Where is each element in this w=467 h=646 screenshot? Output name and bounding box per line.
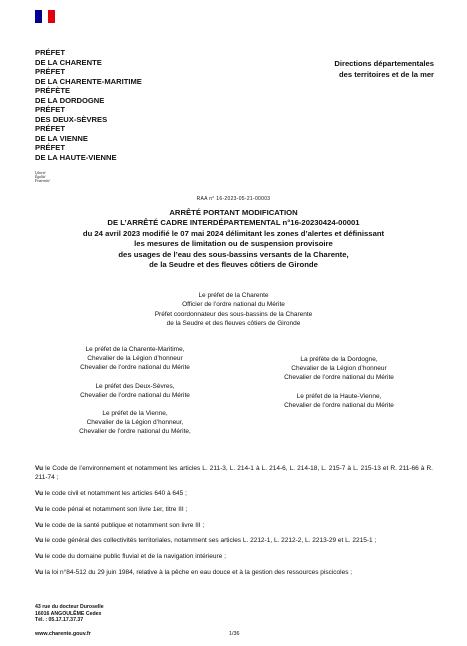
coordinator-line: Préfet coordonnateur des sous-bassins de la Charente [154, 310, 313, 318]
footer-address [35, 604, 104, 624]
directions-line: Directions départementales [334, 59, 434, 68]
coordinator-line: de la Seudre et des fleuves côtiers de Gironde [166, 320, 301, 328]
right-prefects-column [244, 355, 434, 419]
vu-keyword: Vu [35, 537, 44, 545]
vu-keyword: Vu [35, 490, 44, 497]
signatory-line: Chevalier de la Légion d’honneur [291, 365, 387, 373]
prefet-line: DE LA CHARENTE [35, 57, 102, 67]
address-line: Tél. : 05.17.17.37.37 [35, 617, 84, 624]
prefet-line: DE LA HAUTE-VIENNE [35, 152, 117, 162]
signatory-line: Chevalier de la Légion d’honneur, [86, 419, 184, 427]
prefect-signatory [244, 355, 434, 383]
signatory-line: Chevalier de la Légion d’honneur [87, 355, 183, 363]
vu-keyword: Vu [35, 505, 44, 513]
signatory-line: Le préfet de la Haute-Vienne, [296, 392, 382, 400]
prefet-line: PRÉFET [35, 105, 65, 114]
legal-reference-item [35, 521, 433, 530]
motto-word: Égalité [35, 174, 46, 179]
issuing-directorates [334, 59, 434, 80]
vu-keyword: Vu [35, 521, 44, 529]
legal-reference-text: le code général des collectivités territoriales, notamment ses articles L. 2212-1, L. 2212-2, L. 2213-29 et L. 2215-1 ; [43, 537, 377, 545]
vu-keyword: Vu [35, 553, 44, 561]
prefet-line: PRÉFET [35, 124, 65, 133]
signatory-line: Le préfet de la Vienne, [102, 410, 168, 418]
legal-reference-item [35, 505, 433, 514]
signatory-line: Le préfet des Deux-Sèvres, [95, 382, 175, 390]
signatory-line: Chevalier de l’ordre national du Mérite [80, 364, 190, 372]
vu-keyword: Vu [35, 568, 44, 576]
flag-white-band [42, 10, 49, 23]
prefet-line: PRÉFET [35, 48, 65, 57]
title-line: ARRÊTÉ PORTANT MODIFICATION [169, 208, 298, 217]
prefet-line: DE LA VIENNE [35, 133, 88, 143]
prefet-line: PRÉFÈTE [35, 86, 71, 95]
directions-line: des territoires et de la mer [339, 69, 434, 79]
prefect-signatory [244, 392, 434, 410]
address-line: 43 rue du docteur Duroselle [35, 604, 104, 610]
signatory-line: Chevalier de l’ordre national du Mérite [80, 391, 190, 399]
french-flag-logo [35, 10, 55, 23]
prefet-line: DES DEUX-SÈVRES [35, 114, 108, 124]
legal-reference-item [35, 568, 433, 577]
title-line: de la Seudre et des fleuves côtiers de Gironde [149, 260, 318, 270]
prefet-line: DE LA DORDOGNE [35, 95, 105, 105]
vu-keyword: Vu [35, 465, 44, 472]
prefet-line: PRÉFET [35, 143, 65, 152]
raa-number: RAA n° 16-2023-05-21-00003 [196, 196, 271, 202]
coordinator-line: Le préfet de la Charente [198, 292, 269, 299]
signatory-line: Chevalier de l’ordre national du Mérite [284, 374, 394, 382]
legal-reference-item [35, 536, 433, 545]
legal-reference-item [35, 489, 433, 498]
legal-reference-text: le code civil et notamment les articles 640 à 645 ; [43, 490, 187, 497]
decree-title [0, 208, 467, 270]
republic-motto [35, 172, 50, 184]
coordinator-prefect [0, 291, 467, 329]
prefet-line: DE LA CHARENTE-MARITIME [35, 76, 142, 86]
signatory-line: Chevalier de l’ordre national du Mérite [284, 401, 394, 409]
legal-references [35, 464, 433, 584]
title-line: les mesures de limitation ou de suspension provisoire [134, 239, 333, 249]
title-line: des usages de l’eau des sous-bassins versants de la Charente, [118, 249, 349, 259]
prefet-line: PRÉFET [35, 67, 65, 76]
motto-word: Liberté [35, 171, 46, 175]
legal-reference-text: la loi n°84-512 du 29 juin 1984, relative à la pêche en eau douce et à la gestion des ressources piscicoles ; [43, 568, 353, 576]
legal-reference-item [35, 552, 433, 561]
prefect-signatory [40, 409, 230, 437]
motto-word: Fraternité [35, 178, 50, 183]
prefect-signatory [40, 345, 230, 373]
legal-reference-text: le Code de l’environnement et notamment les articles L. 211-3, L. 214-1 à L. 214-6, L. 214-18, L. 215-7 à L. 215-13 et R. 211-66 à R. 211-74 ; [35, 465, 433, 482]
left-prefects-column [40, 345, 230, 446]
legal-reference-text: le code du domaine public fluvial et de la navigation intérieure ; [43, 553, 226, 561]
coordinator-line: Officier de l’ordre national du Mérite [182, 301, 285, 309]
flag-red-band [48, 10, 55, 23]
title-line: DE L’ARRÊTÉ CADRE INTERDÉPARTEMENTAL n°16-20230424-00001 [107, 218, 360, 228]
prefect-signatory [40, 382, 230, 400]
flag-blue-band [35, 10, 42, 23]
page-number: 1/36 [229, 631, 240, 637]
legal-reference-text: le code de la santé publique et notamment son livre III ; [43, 521, 205, 529]
signatory-line: Le préfet de la Charente-Maritime, [85, 346, 185, 353]
signatory-line: La préfète de la Dordogne, [300, 356, 378, 363]
title-line: du 24 avril 2023 modifié le 07 mai 2024 délimitant les zones d’alertes et définissant [82, 228, 385, 238]
address-line: 16016 ANGOULÊME Cedex [35, 610, 102, 617]
footer-website-link[interactable]: www.charente.gouv.fr [35, 631, 91, 637]
legal-reference-text: le code pénal et notamment son livre 1er, titre III ; [43, 505, 188, 513]
legal-reference-item [35, 464, 433, 482]
signatory-line: Chevalier de l’ordre national du Mérite, [79, 428, 191, 436]
prefets-block [35, 48, 295, 162]
